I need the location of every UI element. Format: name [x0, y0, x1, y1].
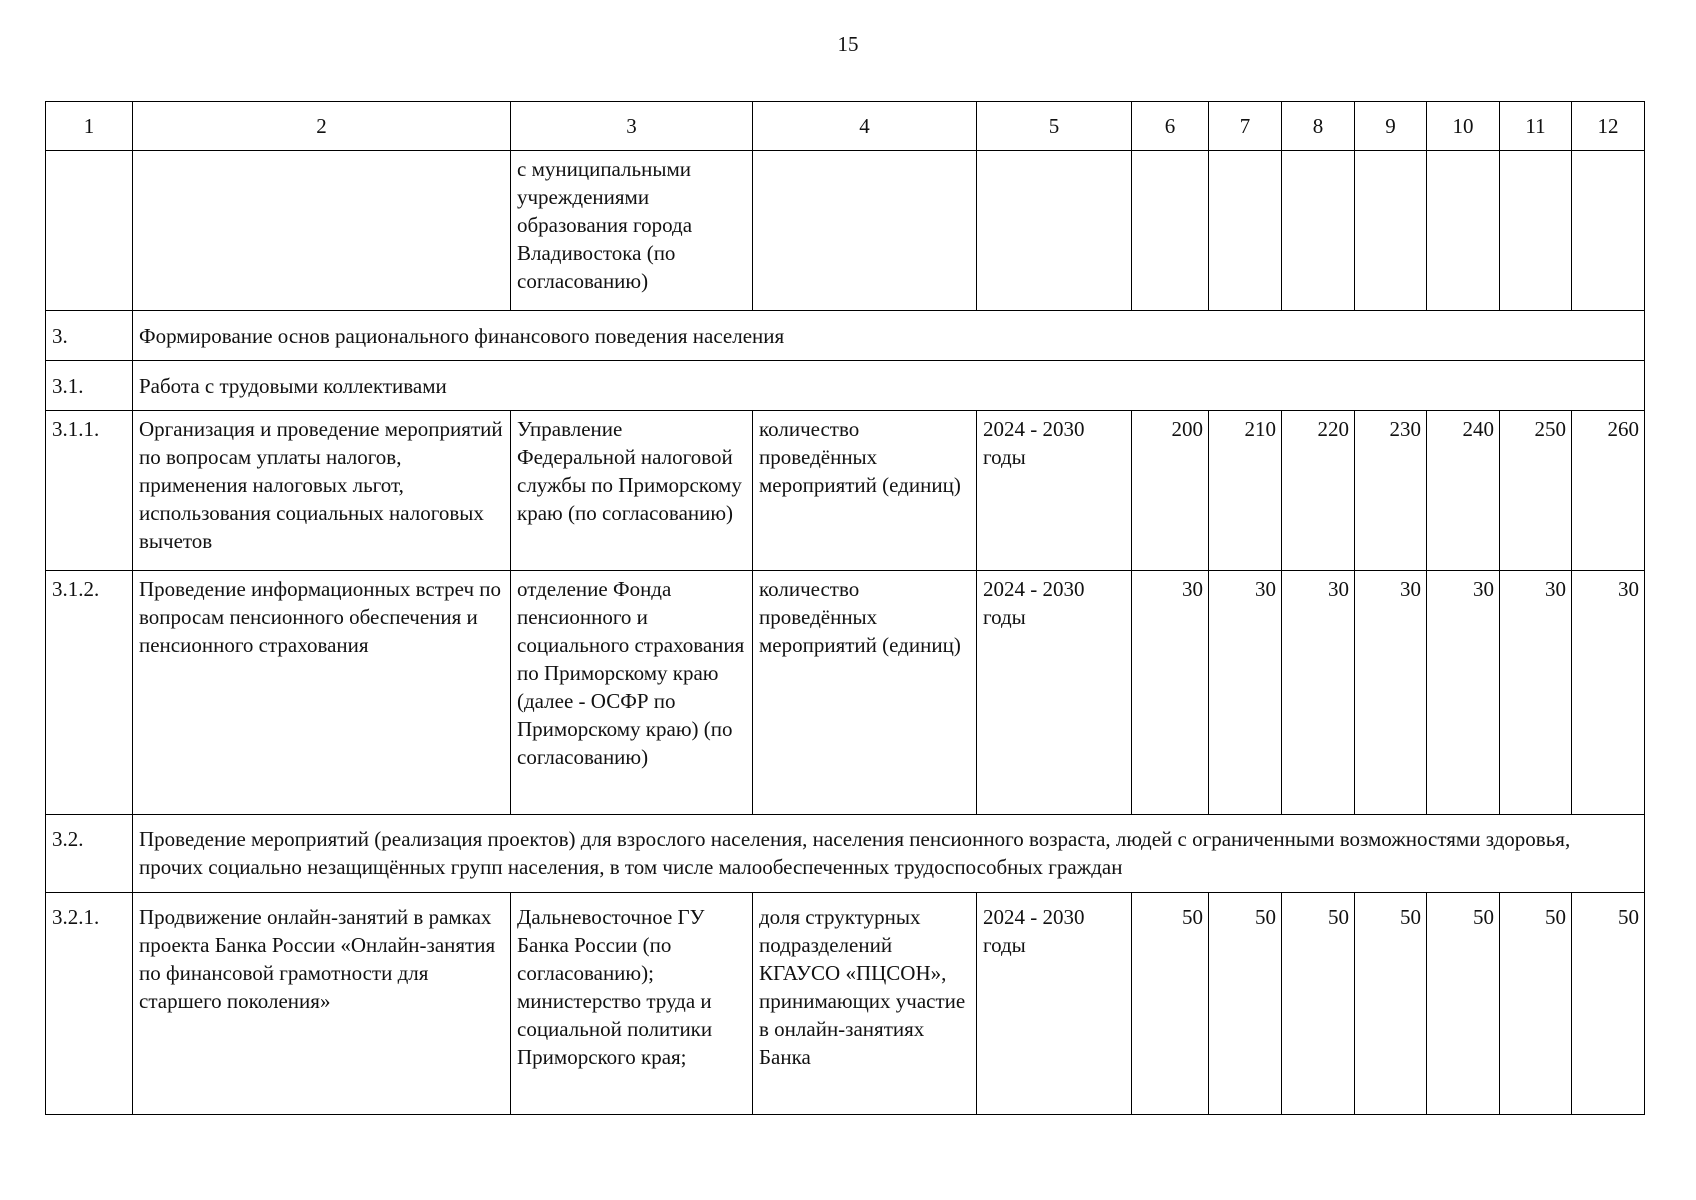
value-cell: 50: [1572, 893, 1645, 1115]
table-row: [46, 411, 1645, 571]
value-cell: 30: [1427, 571, 1500, 815]
program-table: [45, 101, 1645, 1115]
row-code: 3.1.2.: [46, 571, 133, 815]
measure-name: Продвижение онлайн-занятий в рамках проекта Банка России «Онлайн-занятия по финансовой грамотности для старшего поколения»: [133, 893, 511, 1115]
subsection-row: [46, 815, 1645, 893]
table-row: [46, 571, 1645, 815]
value-cell: 240: [1427, 411, 1500, 571]
subsection-title: Проведение мероприятий (реализация проектов) для взрослого населения, населения пенсионного возраста, людей с ограниченными возможностями здоровья, прочих социально незащищённых групп населения, в том числе малообеспеченных трудоспособных граждан: [133, 815, 1645, 893]
value-cell: 30: [1572, 571, 1645, 815]
value-cell: 230: [1355, 411, 1427, 571]
table-row: [46, 893, 1645, 1115]
section-row: [46, 311, 1645, 361]
header-cell: 8: [1282, 102, 1355, 151]
page-number: 15: [837, 32, 859, 56]
value-cell: 50: [1427, 893, 1500, 1115]
header-cell: 2: [133, 102, 511, 151]
header-cell: 3: [511, 102, 753, 151]
value-cell: 220: [1282, 411, 1355, 571]
subsection-code: 3.2.: [46, 815, 133, 893]
executor-cell: Дальневосточное ГУ Банка России (по согласованию); министерство труда и социальной политики Приморского края;: [511, 893, 753, 1115]
section-code: 3.: [46, 311, 133, 361]
header-cell: 7: [1209, 102, 1282, 151]
measure-name: Организация и проведение мероприятий по вопросам уплаты налогов, применения налоговых льгот, использования социальных налоговых вычетов: [133, 411, 511, 571]
subsection-code: 3.1.: [46, 361, 133, 411]
value-cell: 30: [1282, 571, 1355, 815]
period-cell: 2024 - 2030 годы: [977, 571, 1132, 815]
header-cell: 9: [1355, 102, 1427, 151]
header-cell: 6: [1132, 102, 1209, 151]
executor-cell: отделение Фонда пенсионного и социального страхования по Приморскому краю (далее - ОСФР по Приморскому краю) (по согласованию): [511, 571, 753, 815]
value-cell: 50: [1500, 893, 1572, 1115]
value-cell: 200: [1132, 411, 1209, 571]
subsection-row: [46, 361, 1645, 411]
indicator-cell: количество проведённых мероприятий (единиц): [753, 571, 977, 815]
subsection-title: Работа с трудовыми коллективами: [133, 361, 1645, 411]
value-cell: 30: [1132, 571, 1209, 815]
header-cell: 11: [1500, 102, 1572, 151]
value-cell: 250: [1500, 411, 1572, 571]
indicator-cell: количество проведённых мероприятий (единиц): [753, 411, 977, 571]
value-cell: 210: [1209, 411, 1282, 571]
continuation-row: [46, 151, 1645, 311]
row-code: 3.1.1.: [46, 411, 133, 571]
header-cell: 1: [46, 102, 133, 151]
value-cell: 50: [1282, 893, 1355, 1115]
header-cell: 5: [977, 102, 1132, 151]
value-cell: 50: [1355, 893, 1427, 1115]
row-code: 3.2.1.: [46, 893, 133, 1115]
executor-cell: с муниципальными учреждениями образования города Владивостока (по согласованию): [511, 151, 753, 311]
executor-cell: Управление Федеральной налоговой службы по Приморскому краю (по согласованию): [511, 411, 753, 571]
indicator-cell: доля структурных подразделений КГАУСО «ПЦСОН», принимающих участие в онлайн-занятиях Банка: [753, 893, 977, 1115]
section-title: Формирование основ рационального финансового поведения населения: [133, 311, 1645, 361]
value-cell: 260: [1572, 411, 1645, 571]
value-cell: 30: [1500, 571, 1572, 815]
period-cell: 2024 - 2030 годы: [977, 411, 1132, 571]
header-cell: 4: [753, 102, 977, 151]
header-cell: 12: [1572, 102, 1645, 151]
header-row: [46, 102, 1645, 151]
value-cell: 30: [1355, 571, 1427, 815]
value-cell: 50: [1209, 893, 1282, 1115]
header-cell: 10: [1427, 102, 1500, 151]
measure-name: Проведение информационных встреч по вопросам пенсионного обеспечения и пенсионного страхования: [133, 571, 511, 815]
value-cell: 50: [1132, 893, 1209, 1115]
period-cell: 2024 - 2030 годы: [977, 893, 1132, 1115]
value-cell: 30: [1209, 571, 1282, 815]
